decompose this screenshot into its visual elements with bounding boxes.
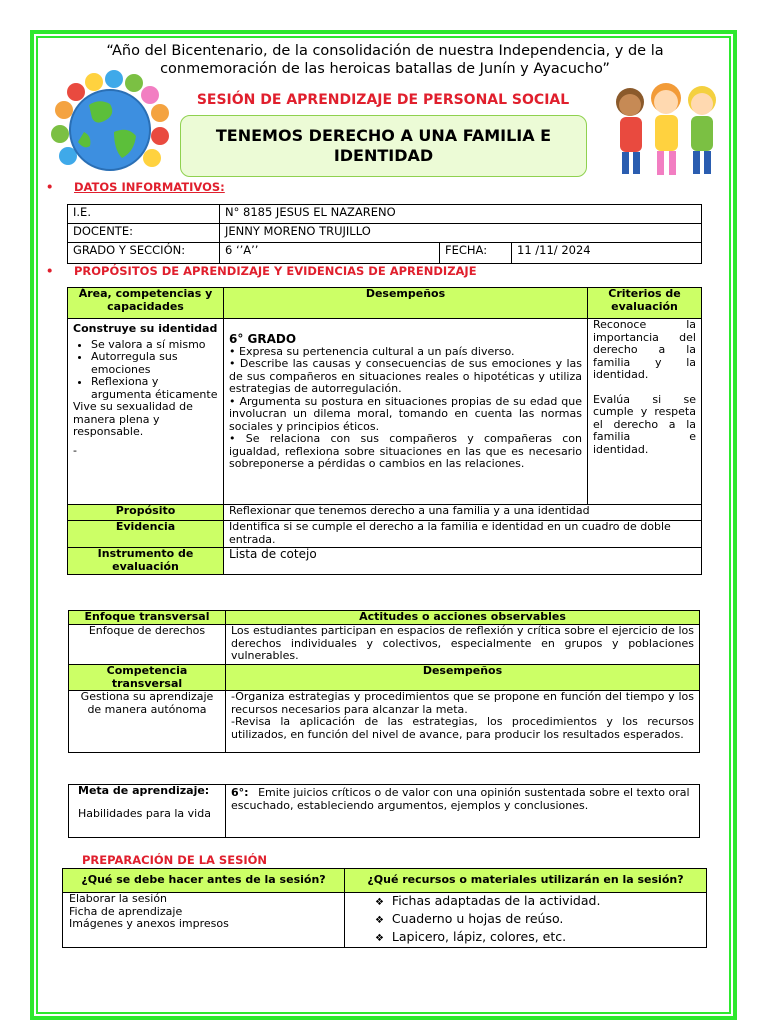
desempeno-transversal-2: -Revisa la aplicación de las estrategias, los procedimientos y los recursos utilizados, en función del nivel de avance, para producir los resultados esperados. — [231, 715, 694, 741]
list-item: ❖ Fichas adaptadas de la actividad. — [375, 893, 601, 908]
topic-text: TENEMOS DERECHO A UNA FAMILIA E IDENTIDAD — [215, 126, 552, 165]
fecha-value: 11 /11/ 2024 — [512, 243, 702, 264]
col-recursos: ¿Qué recursos o materiales utilizarán en la sesión? — [345, 869, 707, 893]
propositos-table — [67, 287, 702, 575]
competencia-transversal-value: Gestiona su aprendizaje de manera autónoma — [69, 691, 226, 753]
ie-value: N° 8185 JESUS EL NAZARENO — [220, 205, 702, 224]
propositos-heading-text: PROPÓSITOS DE APRENDIZAJE Y EVIDENCIAS DE APRENDIZAJE — [74, 264, 477, 278]
desempeno-item: • Describe las causas y consecuencias de sus emociones y las de sus compañeros en situaciones reales o hipotéticas y utiliza estrategias de autorregulación. — [229, 357, 582, 395]
meta-label-cell — [69, 785, 226, 837]
preparacion-table — [62, 868, 707, 948]
dash: - — [73, 443, 77, 457]
col-actitudes: Actitudes o acciones observables — [226, 611, 700, 625]
criterios-cell — [588, 319, 702, 505]
diamond-bullet-icon: ❖ — [375, 915, 384, 926]
list-item: • Reflexiona y argumenta éticamente — [91, 376, 218, 401]
bullet-icon: • — [46, 180, 54, 194]
topic-title — [180, 115, 587, 177]
meta-grado: 6°: — [231, 786, 249, 799]
list-item: Elaborar la sesión — [69, 892, 168, 905]
docente-label: DOCENTE: — [68, 224, 220, 243]
list-item: • Se valora a sí mismo — [91, 339, 218, 352]
list-item: ❖ Lapicero, lápiz, colores, etc. — [375, 929, 567, 944]
docente-value: JENNY MORENO TRUJILLO — [220, 224, 702, 243]
diamond-bullet-icon: ❖ — [375, 897, 384, 908]
globe-children-illustration — [44, 70, 174, 180]
meta-text-cell — [231, 787, 691, 812]
competencia-cell — [68, 319, 224, 505]
datos-heading-text: DATOS INFORMATIVOS: — [74, 180, 225, 194]
desempeno-transversal-1: -Organiza estrategias y procedimientos que se propone en función del tiempo y los recursos necesarios para alcanzar la meta. — [231, 690, 694, 716]
antes-cell — [63, 893, 345, 948]
col-antes: ¿Qué se debe hacer antes de la sesión? — [63, 869, 345, 893]
col-desempenos-transversal: Desempeños — [226, 665, 700, 691]
meta-sub-label: Habilidades para la vida — [78, 806, 211, 820]
datos-table — [67, 204, 702, 264]
instrumento-label: Instrumento de evaluación — [68, 548, 224, 575]
meta-label: Meta de aprendizaje: — [78, 784, 210, 797]
enfoque-value: Enfoque de derechos — [69, 625, 226, 665]
preparacion-heading: PREPARACIÓN DE LA SESIÓN — [82, 853, 268, 867]
diamond-bullet-icon: ❖ — [375, 933, 384, 944]
list-item: ❖ Cuaderno u hojas de reúso. — [375, 911, 564, 926]
session-title: SESIÓN DE APRENDIZAJE DE PERSONAL SOCIAL — [196, 92, 570, 108]
criterio-2: Evalúa si se cumple y respeta el derecho a la familia e identidad. — [593, 392, 696, 456]
proposito-label: Propósito — [68, 505, 224, 521]
list-item: • Autorregula sus emociones — [91, 351, 218, 376]
grado-label: GRADO Y SECCIÓN: — [68, 243, 220, 264]
desempenos-cell — [224, 319, 588, 505]
col-area: Área, competencias y capacidades — [68, 288, 224, 319]
competencia-name: Construye su identidad — [73, 322, 218, 335]
capacidades-list — [73, 339, 218, 402]
grado-heading: 6° GRADO — [229, 332, 297, 346]
meta-text: Emite juicios críticos o de valor con una opinión sustentada sobre el texto oral escuchado, estableciendo argumentos, ejemplos y conclusiones. — [231, 786, 690, 812]
instrumento-value: Lista de cotejo — [224, 548, 702, 575]
bullet-icon: • — [46, 264, 54, 278]
col-desempenos: Desempeños — [224, 288, 588, 319]
grado-value: 6 ‘’A’’ — [220, 243, 440, 264]
desempeno-item: • Expresa su pertenencia cultural a un país diverso. — [229, 344, 515, 358]
datos-heading — [46, 180, 225, 194]
desempeno-item: • Se relaciona con sus compañeros y compañeras con igualdad, reflexiona sobre situaciones en las que es necesario sobreponerse a pérdidas o cambios en las relaciones. — [229, 432, 582, 470]
actitudes-value: Los estudiantes participan en espacios de reflexión y crítica sobre el ejercicio de los derechos individuales y colectivos, especialmente en grupos y poblaciones vulnerables. — [226, 625, 700, 665]
criterio-1: Reconoce la importancia del derecho a la familia y la identidad. — [593, 318, 696, 381]
proposito-value: Reflexionar que tenemos derecho a una familia y a una identidad — [224, 505, 702, 521]
evidencia-value: Identifica si se cumple el derecho a la familia e identidad en un cuadro de doble entrada. — [224, 521, 702, 548]
meta-box — [68, 784, 700, 838]
capacidad-extra: Vive su sexualidad de manera plena y responsable. — [73, 400, 193, 438]
list-item: Ficha de aprendizaje — [69, 904, 183, 918]
list-item: Imágenes y anexos impresos — [69, 917, 229, 930]
evidencia-label: Evidencia — [68, 521, 224, 548]
col-enfoque: Enfoque transversal — [69, 611, 226, 625]
recursos-cell — [345, 893, 707, 948]
col-criterios: Criterios de evaluación — [588, 288, 702, 319]
fecha-label: FECHA: — [440, 243, 512, 264]
propositos-heading — [46, 264, 477, 278]
children-illustration — [600, 72, 730, 182]
enfoque-table — [68, 610, 700, 753]
desempeno-item: • Argumenta su postura en situaciones propias de su edad que involucran un dilema moral, tomando en cuenta las normas sociales y principios éticos. — [229, 394, 582, 433]
desempenos-transversal-cell — [226, 691, 700, 753]
motto: “Año del Bicentenario, de la consolidación de nuestra Independencia, y de la conmemoración de las heroicas batallas de Junín y Ayacucho” — [106, 43, 664, 77]
col-competencia: Competencia transversal — [69, 665, 226, 691]
ie-label: I.E. — [68, 205, 220, 224]
